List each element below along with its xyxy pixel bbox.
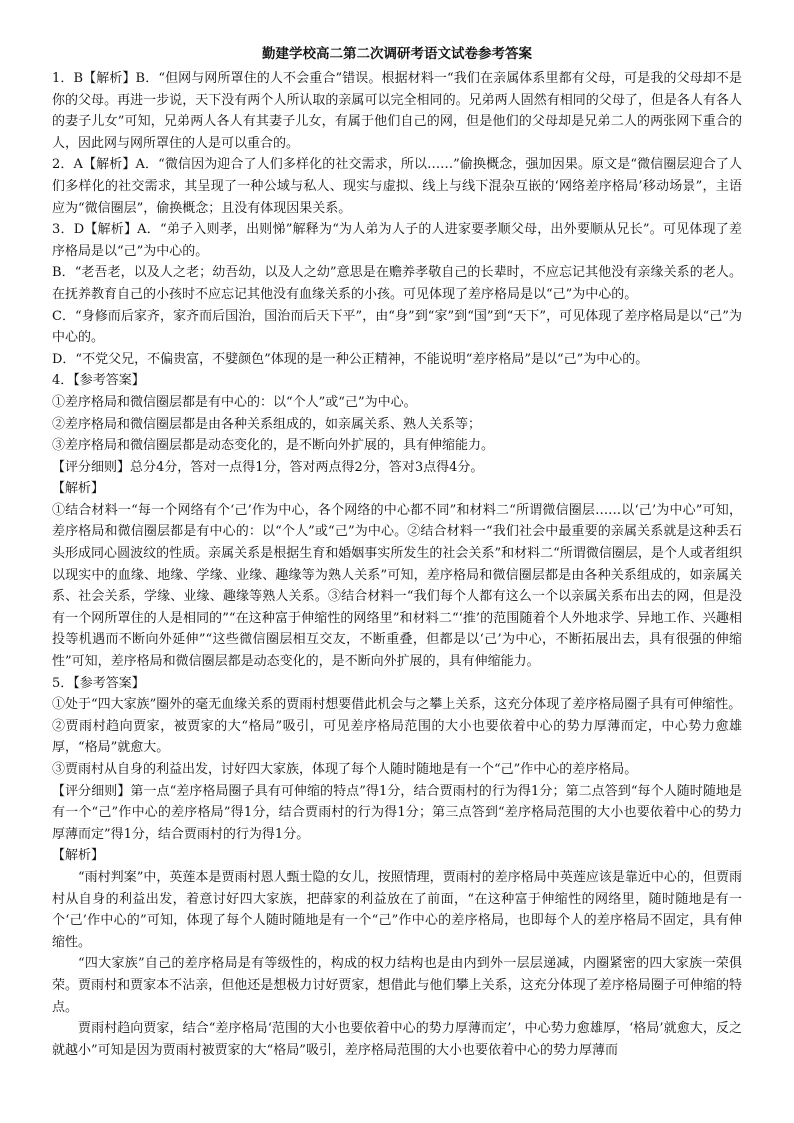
answer-paragraph: ③贾雨村从自身的利益出发，讨好四大家族，体现了每个人随时随地是有一个“己”作中心的差序格局。 [52, 762, 638, 777]
answer-paragraph: 1．B【解析】B．“但网与网所罩住的人不会重合”错误。根据材料一“我们在亲属体系里都有父母，可是我的父母却不是你的父母。再进一步说，天下没有两个人所认取的亲属可以完全相同的。兄弟两人固然有相同的父母了，但是各人有各人的妻子儿女”可知，兄弟两人各人有其妻子儿女，有属于他们自己的网，但是他们的父母却是兄弟二人的两张网下重合的人，因此网与网所罩住的人是可以重合的。 [52, 71, 742, 151]
answer-paragraph: ①结合材料一“每一个网络有个‘己’作为中心，各个网络的中心都不同”和材料二“所谓微信圈层……以‘己’为中心”可知，差序格局和微信圈层都是有中心的：以“个人”或“己”为中心。②结合材料一“我们社会中最重要的亲属关系就是这种丢石头形成同心圆波纹的性质。亲属关系是根据生育和婚姻事实所发生的社会关系”和材料二“所谓微信圈层，是个人或者组织以现实中的血缘、地缘、学缘、业缘、趣缘等为熟人关系”可知，差序格局和微信圈层都是由各种关系组成的，如亲属关系、社会关系，学缘、业缘、趣缘等熟人关系。③结合材料一“我们每个人都有这么一个以亲属关系布出去的网，但是没有一个网所罩住的人是相同的”“在这种富于伸缩性的网络里”和材料二“‘推’的范围随着个人外地求学、异地工作、兴趣相投等机遇而不断向外延伸”“这些微信圈层相互交友，不断重叠，但都是以‘己’为中心，不断拓展出去，具有很强的伸缩性”可知，差序格局和微信圈层都是动态变化的，是不断向外扩展的，具有伸缩能力。 [52, 502, 742, 670]
document-title: 勤建学校高二第二次调研考语文试卷参考答案 [262, 46, 532, 62]
answer-paragraph: ①处于“四大家族”圈外的毫无血缘关系的贾雨村想要借此机会与之攀上关系，这充分体现了差序格局圈子具有可伸缩性。 [52, 697, 742, 713]
answer-paragraph: ①差序格局和微信圈层都是有中心的：以“个人”或“己”为中心。 [52, 394, 417, 410]
answer-paragraph: ②差序格局和微信圈层都是由各种关系组成的，如亲属关系、熟人关系等； [52, 416, 482, 432]
answer-paragraph: 3．D【解析】A．“弟子入则孝，出则悌”解释为“为人弟为人子的人进家要孝顺父母，出外要顺从兄长”。可见体现了差序格局是以“己”为中心的。 [52, 222, 742, 259]
answer-paragraph: 【解析】 [52, 481, 105, 497]
answer-paragraph: 贾雨村趋向贾家，结合“差序格局‘范围的大小也要依着中心的势力厚薄而定’，中心势力愈雄厚，‘格局’就愈大，反之就越小”可知是因为贾雨村被贾家的大“格局”吸引，差序格局范围的大小也要依着中心的势力厚薄而 [52, 1021, 742, 1058]
answer-paragraph: “雨村判案”中，英莲本是贾雨村恩人甄士隐的女儿，按照情理，贾雨村的差序格局中英莲应该是靠近中心的，但贾雨村从自身的利益出发，着意讨好四大家族，把薛家的利益放在了前面，“在这种富于伸缩性的网络里，随时随地是有一个‘己’作中心的”可知，体现了每个人随时随地是有一个“己”作中心的差序格局，也即每个人的差序格局不固定，具有伸缩性。 [52, 869, 742, 950]
answer-paragraph: “四大家族”自己的差序格局是有等级性的，构成的权力结构也是由内到外一层层递减，内圈紧密的四大家族一荣俱荣。贾雨村和贾家本不沾亲，但他还是想极力讨好贾家，想借此与他们攀上关系，这充分体现了差序格局圈子可伸缩的特点。 [52, 956, 742, 1015]
document-body [52, 68, 742, 1061]
answer-paragraph: 【评分细则】第一点“差序格局圈子具有可伸缩的特点”得1分，结合贾雨村的行为得1分；第二点答到“每个人随时随地是有一个“己”作中心的差序格局”得1分，结合贾雨村的行为得1分；第三点答到“差序格局范围的大小也要依着中心的势力厚薄而定”得1分，结合贾雨村的行为得1分。 [52, 783, 742, 842]
answer-paragraph: B．“老吾老，以及人之老；幼吾幼，以及人之幼”意思是在赡养孝敬自己的长辈时，不应忘记其他没有亲缘关系的老人。在抚养教育自己的小孩时不应忘记其他没有血缘关系的小孩。可见体现了差序格局是以“己”为中心的。 [52, 265, 742, 302]
answer-paragraph: 【评分细则】总分4分，答对一点得1分，答对两点得2分，答对3点得4分。 [52, 459, 484, 475]
answer-paragraph: C．“身修而后家齐，家齐而后国治，国治而后天下平”，由“身”到“家”到“国”到“天下”，可见体现了差序格局是以“己”为中心的。 [52, 308, 742, 346]
answer-paragraph: ②贾雨村趋向贾家，被贾家的大“格局”吸引，可见差序格局范围的大小也要依着中心的势力厚薄而定，中心势力愈雄厚，“格局”就愈大。 [52, 718, 742, 756]
answer-paragraph: 5．【参考答案】 [52, 675, 145, 691]
answer-paragraph: 2．A【解析】A．“微信因为迎合了人们多样化的社交需求，所以……”偷换概念，强加因果。原文是“微信圈层迎合了人们多样化的社交需求，其呈现了一种公域与私人、现实与虚拟、线上与线下混杂互嵌的‘网络差序格局’移动场景”，主语应为“微信圈层”，偷换概念；且没有体现因果关系。 [52, 157, 742, 216]
answer-paragraph: 4．【参考答案】 [52, 373, 145, 389]
answer-paragraph: D．“不党父兄，不偏贵富，不嬖颜色”体现的是一种公正精神，不能说明“差序格局”是以“己”为中心的。 [52, 351, 649, 367]
answer-paragraph: 【解析】 [52, 848, 105, 864]
answer-paragraph: ③差序格局和微信圈层都是动态变化的，是不断向外扩展的，具有伸缩能力。 [52, 438, 495, 454]
